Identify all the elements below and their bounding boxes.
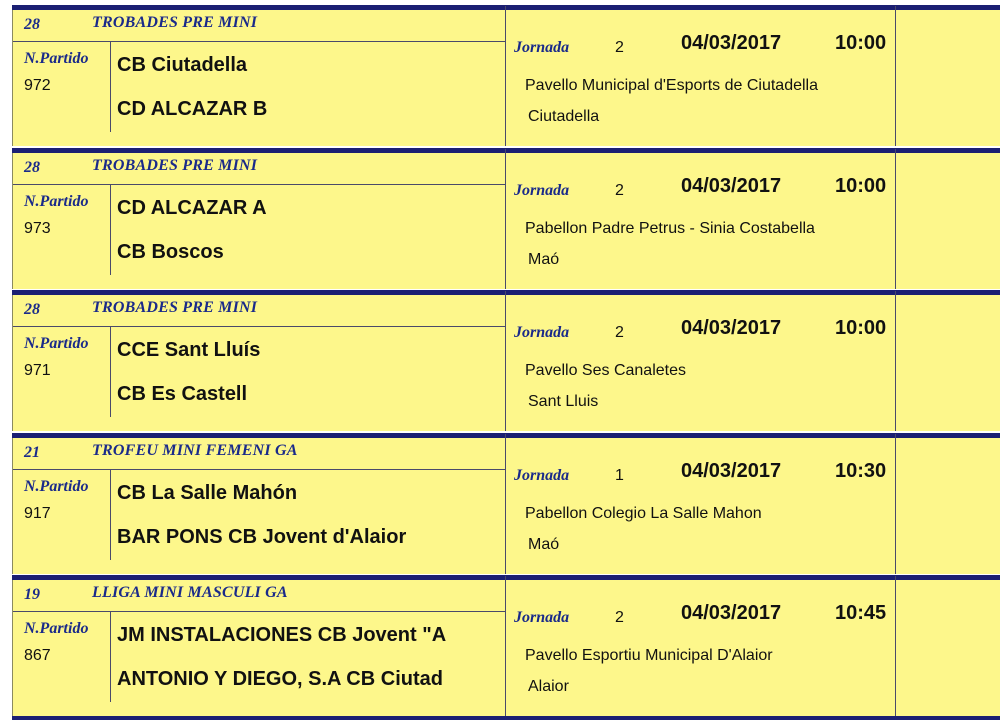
match-separator-bar — [12, 716, 1000, 720]
venue-name: Pavello Ses Canaletes — [525, 362, 686, 379]
jornada-label: Jornada — [514, 609, 570, 626]
match-number-label: N.Partido — [24, 193, 89, 210]
category-number: 19 — [24, 586, 40, 603]
away-team: CB Boscos — [117, 241, 224, 263]
divider — [110, 612, 111, 702]
category-number: 28 — [24, 159, 40, 176]
divider — [13, 41, 505, 42]
home-team: CCE Sant Lluís — [117, 339, 261, 361]
jornada-label: Jornada — [514, 467, 570, 484]
divider — [110, 327, 111, 417]
category-name: TROBADES PRE MINI — [92, 14, 258, 31]
match-time: 10:00 — [835, 317, 887, 339]
match-date: 04/03/2017 — [681, 317, 782, 339]
match-number: 867 — [24, 647, 51, 664]
jornada-number: 2 — [615, 324, 624, 341]
divider — [505, 576, 506, 716]
match-number: 971 — [24, 362, 51, 379]
divider — [110, 470, 111, 560]
divider — [505, 6, 506, 146]
venue-city: Maó — [528, 251, 560, 268]
away-team: BAR PONS CB Jovent d'Alaior — [117, 526, 407, 548]
divider — [110, 42, 111, 132]
category-name: TROBADES PRE MINI — [92, 299, 258, 316]
divider — [13, 184, 505, 185]
match-number: 972 — [24, 77, 51, 94]
category-number: 28 — [24, 16, 40, 33]
category-name: TROBADES PRE MINI — [92, 157, 258, 174]
match-time: 10:00 — [835, 32, 887, 54]
match-card — [12, 580, 1000, 716]
category-number: 21 — [24, 444, 40, 461]
venue-name: Pavello Esportiu Municipal D'Alaior — [525, 647, 773, 664]
jornada-number: 2 — [615, 182, 624, 199]
match-time: 10:45 — [835, 602, 887, 624]
divider — [13, 326, 505, 327]
divider — [895, 434, 896, 574]
jornada-label: Jornada — [514, 324, 570, 341]
match-time: 10:30 — [835, 460, 887, 482]
divider — [110, 185, 111, 275]
divider — [895, 576, 896, 716]
match-number: 917 — [24, 505, 51, 522]
jornada-number: 1 — [615, 467, 624, 484]
venue-name: Pabellon Padre Petrus - Sinia Costabella — [525, 220, 815, 237]
home-team: CD ALCAZAR A — [117, 197, 267, 219]
venue-city: Sant Lluis — [528, 393, 599, 410]
home-team: CB La Salle Mahón — [117, 482, 298, 504]
divider — [505, 291, 506, 431]
jornada-label: Jornada — [514, 182, 570, 199]
match-date: 04/03/2017 — [681, 32, 782, 54]
divider — [505, 434, 506, 574]
jornada-number: 2 — [615, 609, 624, 626]
category-number: 28 — [24, 301, 40, 318]
venue-city: Alaior — [528, 678, 569, 695]
match-time: 10:00 — [835, 175, 887, 197]
match-card — [12, 295, 1000, 431]
divider — [505, 149, 506, 289]
match-number-label: N.Partido — [24, 50, 89, 67]
match-card — [12, 10, 1000, 146]
venue-name: Pabellon Colegio La Salle Mahon — [525, 505, 762, 522]
match-number-label: N.Partido — [24, 335, 89, 352]
away-team: CB Es Castell — [117, 383, 248, 405]
divider — [13, 611, 505, 612]
match-date: 04/03/2017 — [681, 602, 782, 624]
category-name: TROFEU MINI FEMENI GA — [92, 442, 298, 459]
jornada-number: 2 — [615, 39, 624, 56]
divider — [895, 291, 896, 431]
match-card — [12, 153, 1000, 289]
venue-city: Maó — [528, 536, 560, 553]
match-date: 04/03/2017 — [681, 460, 782, 482]
match-number-label: N.Partido — [24, 620, 89, 637]
home-team: CB Ciutadella — [117, 54, 248, 76]
match-date: 04/03/2017 — [681, 175, 782, 197]
jornada-label: Jornada — [514, 39, 570, 56]
venue-city: Ciutadella — [528, 108, 600, 125]
category-name: LLIGA MINI MASCULI GA — [92, 584, 288, 601]
divider — [895, 149, 896, 289]
divider — [895, 6, 896, 146]
home-team: JM INSTALACIONES CB Jovent "A — [117, 624, 447, 646]
venue-name: Pavello Municipal d'Esports de Ciutadella — [525, 77, 818, 94]
away-team: CD ALCAZAR B — [117, 98, 268, 120]
away-team: ANTONIO Y DIEGO, S.A CB Ciutad — [117, 668, 443, 690]
match-number-label: N.Partido — [24, 478, 89, 495]
match-card — [12, 438, 1000, 574]
divider — [13, 469, 505, 470]
match-number: 973 — [24, 220, 51, 237]
